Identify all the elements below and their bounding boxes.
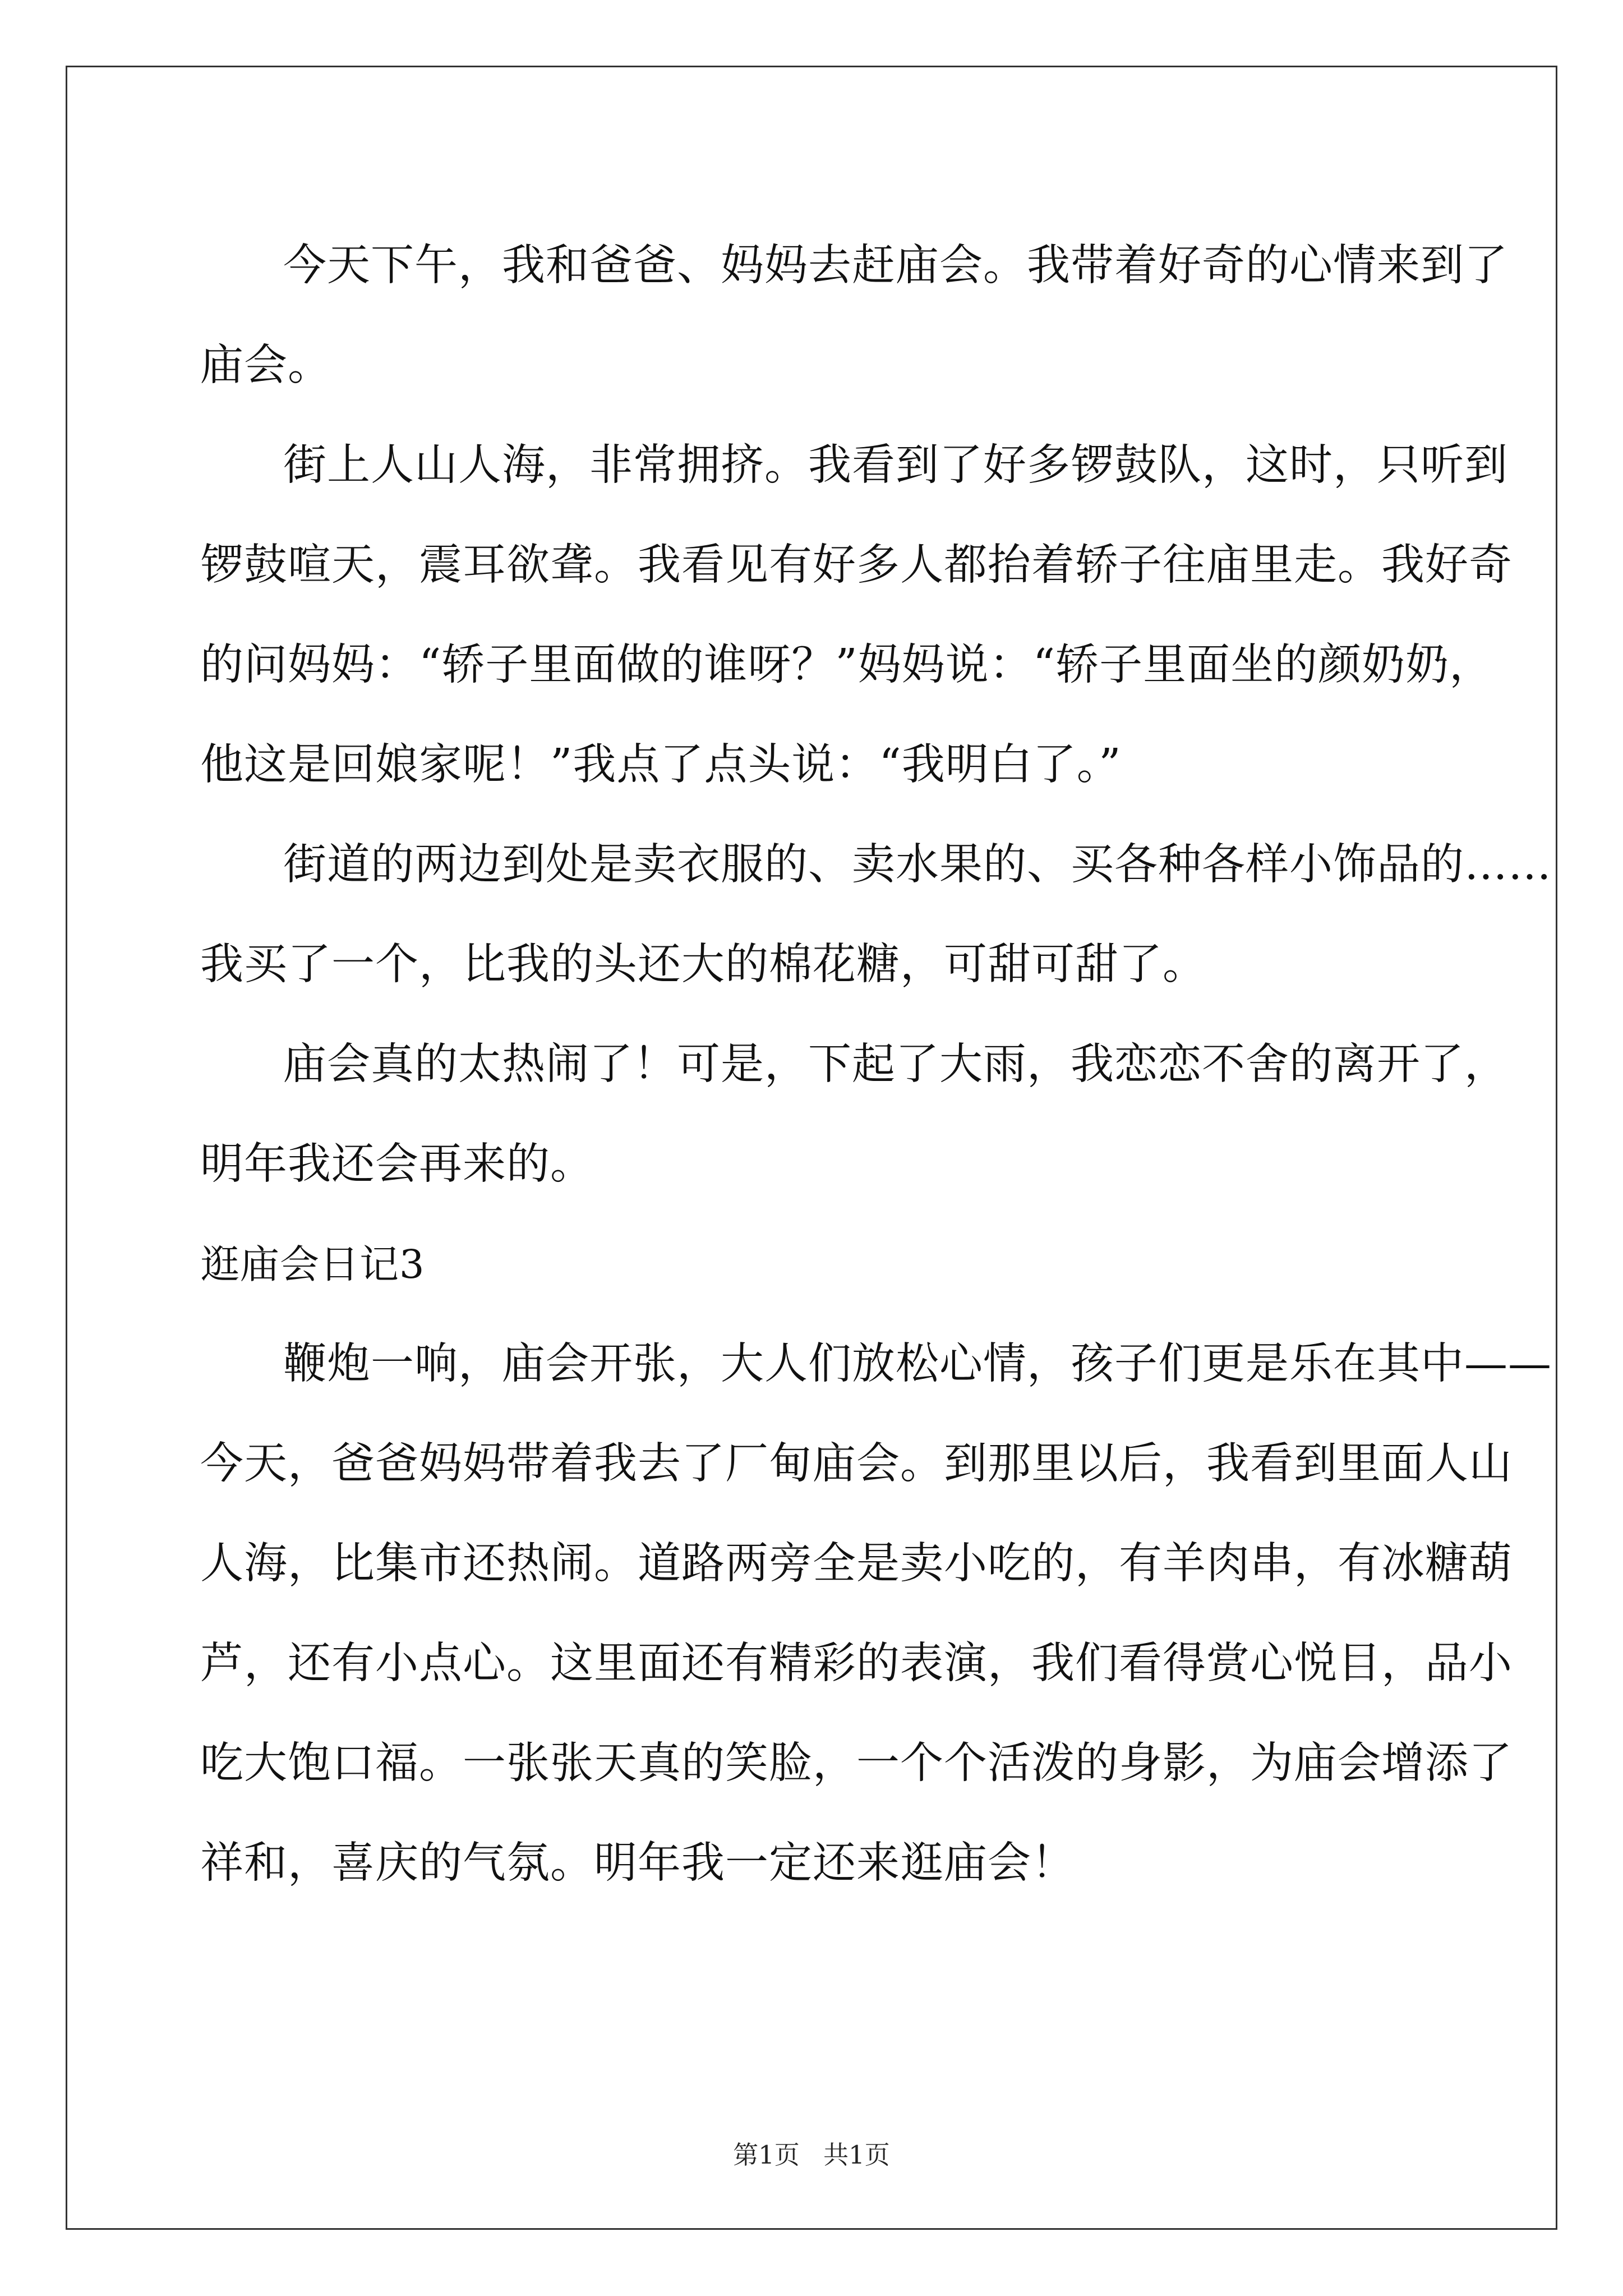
- body-line: 我买了一个，比我的头还大的棉花糖，可甜可甜了。: [200, 940, 1206, 990]
- body-line: 祥和，喜庆的气氛。明年我一定还来逛庙会！: [200, 1838, 1075, 1888]
- body-line: 街上人山人海，非常拥挤。我看到了好多锣鼓队，这时，只听到: [283, 440, 1508, 490]
- document-body: [200, 216, 1552, 1913]
- body-line: 明年我还会再来的。: [200, 1139, 594, 1189]
- body-line: 今天，爸爸妈妈带着我去了厂甸庙会。到那里以后，我看到里面人山: [200, 1439, 1513, 1489]
- body-line: 锣鼓喧天，震耳欲聋。我看见有好多人都抬着轿子往庙里走。我好奇: [200, 540, 1513, 590]
- page-total: 共1页: [823, 2140, 890, 2170]
- body-line: 庙会真的太热闹了！可是，下起了大雨，我恋恋不舍的离开了，: [283, 1039, 1508, 1089]
- page-number: 第1页: [733, 2140, 800, 2170]
- body-line: 庙会。: [200, 341, 331, 390]
- page-footer: [0, 2138, 1623, 2172]
- body-line: 今天下午，我和爸爸、妈妈去赶庙会。我带着好奇的心情来到了: [283, 241, 1508, 291]
- body-line: 鞭炮一响，庙会开张，大人们放松心情，孩子们更是乐在其中——: [283, 1339, 1552, 1389]
- body-line: 吃大饱口福。一张张天真的笑脸，一个个活泼的身影，为庙会增添了: [200, 1738, 1513, 1788]
- body-line: 芦，还有小点心。这里面还有精彩的表演，我们看得赏心悦目，品小: [200, 1639, 1513, 1688]
- body-line: 的问妈妈：“轿子里面做的谁呀？”妈妈说：“轿子里面坐的颜奶奶，: [200, 640, 1493, 690]
- section-heading: 逛庙会日记3: [200, 1241, 425, 1287]
- body-line: 人海，比集市还热闹。道路两旁全是卖小吃的，有羊肉串，有冰糖葫: [200, 1539, 1513, 1589]
- body-line: 街道的两边到处是卖衣服的、卖水果的、买各种各样小饰品的……: [283, 840, 1552, 890]
- body-line: 他这是回娘家呢！”我点了点头说：“我明白了。”: [200, 740, 1122, 790]
